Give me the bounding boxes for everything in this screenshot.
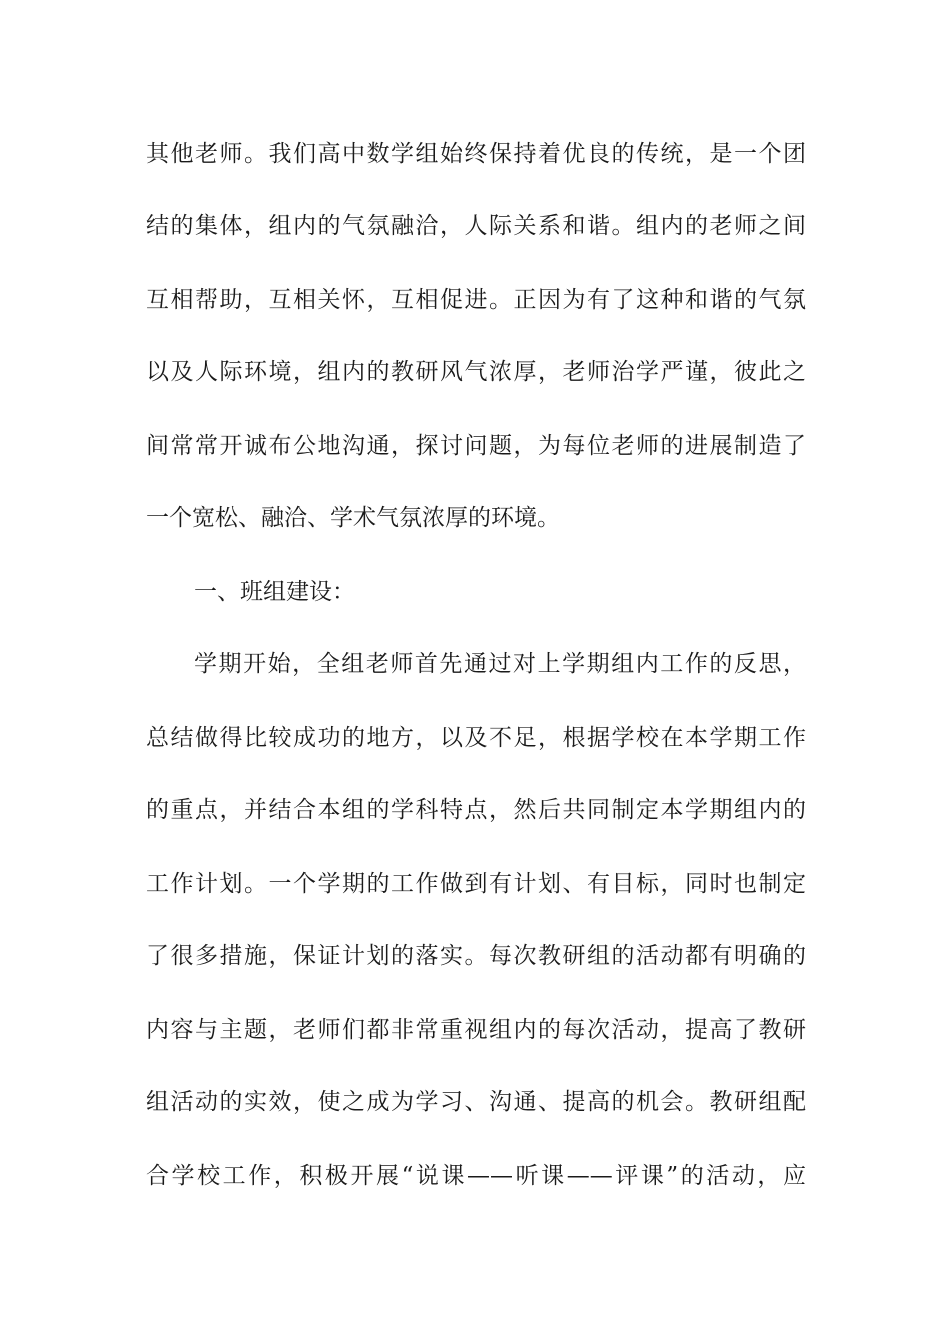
- paragraph-2-line-7: 组活动的实效，使之成为学习、沟通、提高的机会。教研组配: [146, 1089, 806, 1115]
- paragraph-2-line-5: 了很多措施，保证计划的落实。每次教研组的活动都有明确的: [146, 943, 806, 969]
- paragraph-2-line-1: 学期开始，全组老师首先通过对上学期组内工作的反思，: [194, 651, 806, 677]
- paragraph-1-line-1: 其他老师。我们高中数学组始终保持着优良的传统，是一个团: [146, 141, 806, 167]
- paragraph-2-line-3: 的重点，并结合本组的学科特点，然后共同制定本学期组内的: [146, 797, 806, 823]
- paragraph-2-line-6: 内容与主题，老师们都非常重视组内的每次活动，提高了教研: [146, 1017, 806, 1043]
- paragraph-1-line-6: 一个宽松、融洽、学术气氛浓厚的环境。: [146, 505, 560, 531]
- paragraph-2-line-8: 合学校工作，积极开展“说课——听课——评课”的活动，应: [146, 1163, 806, 1189]
- section-heading: 一、班组建设：: [194, 579, 355, 605]
- paragraph-2-line-4: 工作计划。一个学期的工作做到有计划、有目标，同时也制定: [146, 871, 806, 897]
- paragraph-1-line-2: 结的集体，组内的气氛融洽，人际关系和谐。组内的老师之间: [146, 213, 806, 239]
- paragraph-1-line-4: 以及人际环境，组内的教研风气浓厚，老师治学严谨，彼此之: [146, 359, 806, 385]
- paragraph-1-line-5: 间常常开诚布公地沟通，探讨问题，为每位老师的进展制造了: [146, 433, 806, 459]
- paragraph-1-line-3: 互相帮助，互相关怀，互相促进。正因为有了这种和谐的气氛: [146, 287, 806, 313]
- paragraph-2-line-2: 总结做得比较成功的地方，以及不足，根据学校在本学期工作: [146, 725, 806, 751]
